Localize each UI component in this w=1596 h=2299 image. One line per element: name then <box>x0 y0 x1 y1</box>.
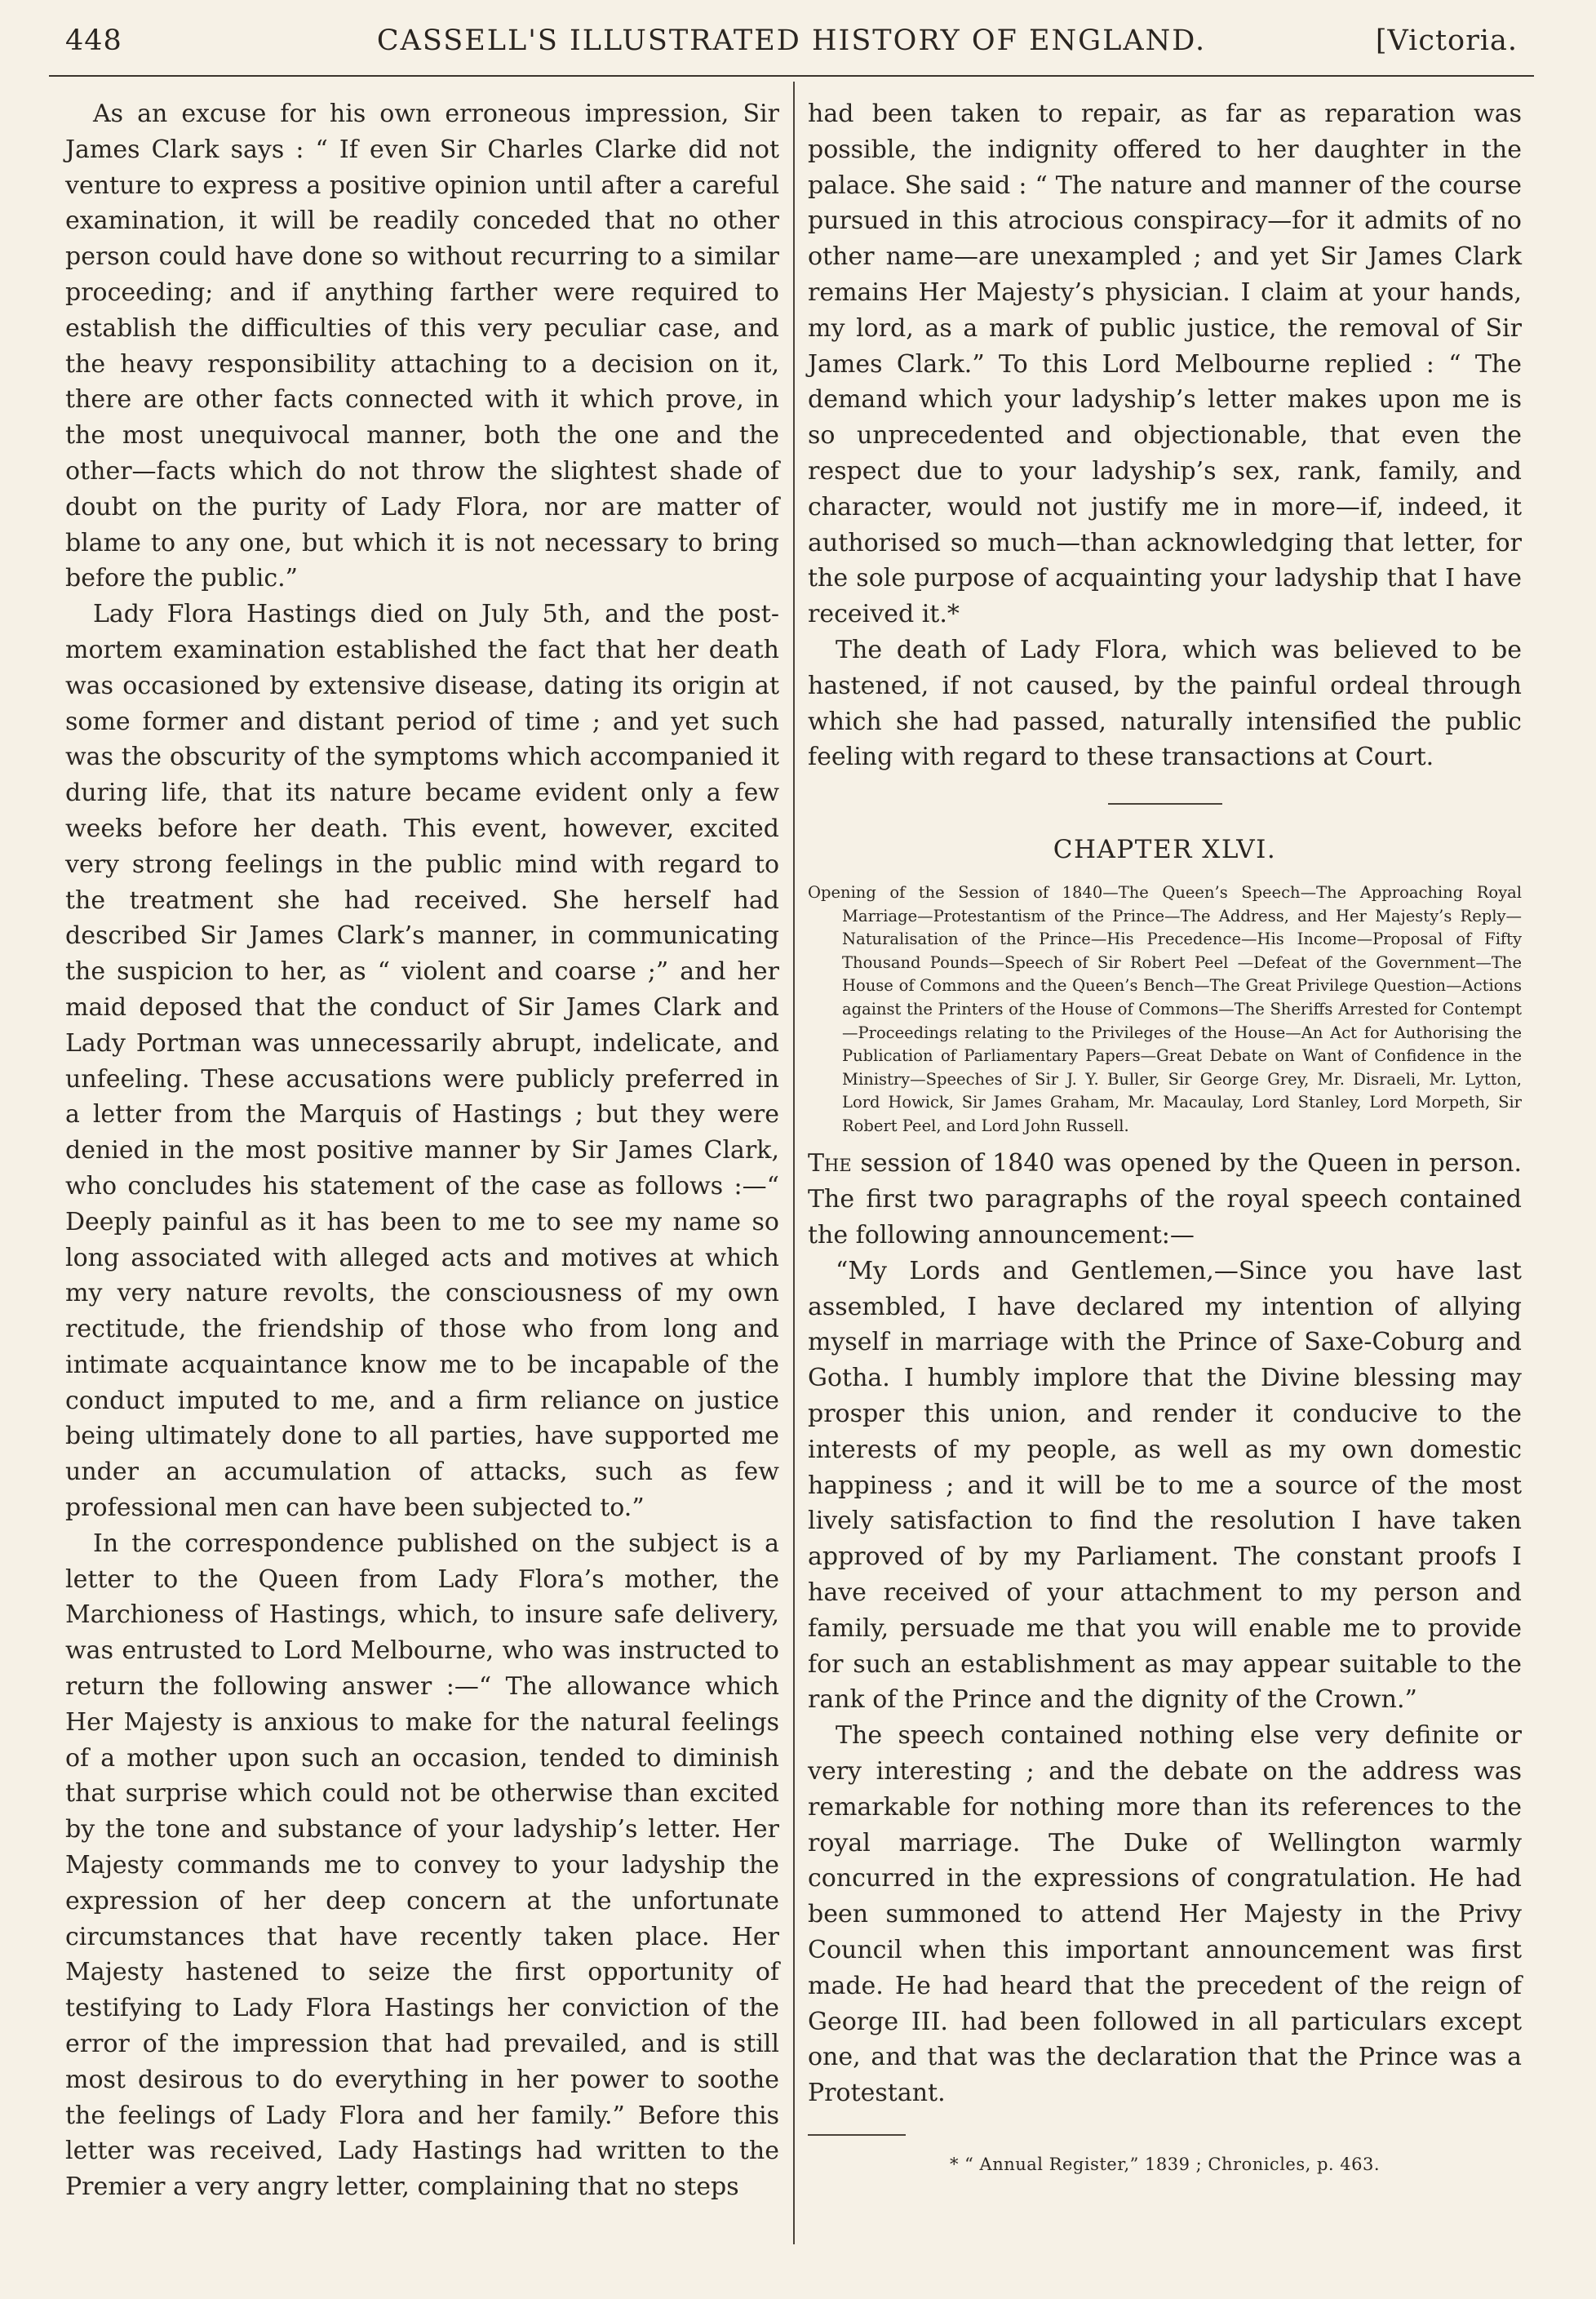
footnote-rule <box>808 2134 906 2136</box>
footnote: * “ Annual Register,” 1839 ; Chronicles, p. 463. <box>949 2154 1381 2174</box>
chapter-title: CHAPTER XLVI. <box>1053 835 1277 865</box>
paragraph: Lady Flora Hastings died on July 5th, and the post-mortem examination established the fact that her death was occasioned by extensive disease, dating its origin at some former and distant period of time ; and yet such was the obscurity of the symptoms which accompanied it during life, that its nature became evident only a few weeks before her death. This event, however, excited very strong feelings in the public mind with regard to the treatment she had received. She herself had described Sir James Clark’s manner, in communicating the suspicion to her, as “ violent and coarse ;” and her maid deposed that the conduct of Sir James Clark and Lady Portman was unnecessarily abrupt, indelicate, and unfeeling. These accusations were publicly preferred in a letter from the Marquis of Hastings ; but they were denied in the most positive manner by Sir James Clark, who concludes his statement of the case as follows :—“ Deeply painful as it has been to me to see my name so long associated with alleged acts and motives at which my very nature revolts, the consciousness of my own rectitude, the friendship of those who from long and intimate acquaintance know me to be incapable of the conduct imputed to me, and a firm reliance on justice being ultimately done to all parties, have supported me under an accumulation of attacks, such as few professional men can have been subjected to.” <box>65 600 779 1523</box>
opening-word: The <box>808 1149 852 1178</box>
column-divider <box>793 82 795 2244</box>
left-column <box>65 96 779 2205</box>
running-header <box>65 24 1518 73</box>
section-name: [Victoria. <box>1375 24 1518 57</box>
book-title: CASSELL'S ILLUSTRATED HISTORY OF ENGLAND. <box>376 24 1207 57</box>
paragraph: had been taken to repair, as far as reparation was possible, the indignity offered to her daughter in the palace. She said : “ The nature and manner of the course pursued in this atrocious conspiracy—for it admits of no other name—are unexampled ; and yet Sir James Clark remains Her Majesty’s physician. I claim at your hands, my lord, as a mark of public justice, the removal of Sir James Clark.” To this Lord Melbourne replied : “ The demand which your ladyship’s letter makes upon me is so unprecedented and objectionable, that even the respect due to your ladyship’s sex, rank, family, and character, would not justify me in more—if, indeed, it authorised so much—than acknowledging that letter, for the sole purpose of acquainting your ladyship that I have received it.* <box>808 100 1522 629</box>
header-rule <box>49 75 1534 77</box>
paragraph: The death of Lady Flora, which was believed to be hastened, if not caused, by the painful ordeal through which she had passed, naturally intensified the public feeling with regard to these transactions at Court. <box>808 635 1522 772</box>
paragraph: The speech contained nothing else very definite or very interesting ; and the debate on the address was remarkable for nothing more than its references to the royal marriage. The Duke of Wellington warmly concurred in the expressions of congratulation. He had been summoned to attend Her Majesty in the Privy Council when this important announcement was first made. He had heard that the precedent of the reign of George III. had been followed in all particulars except one, and that was the declaration that the Prince was a Protestant. <box>808 1721 1522 2108</box>
paragraph: As an excuse for his own erroneous impression, Sir James Clark says : “ If even Sir Charles Clarke did not venture to express a positive opinion until after a careful examination, it will be readily conceded that no other person could have done so without recurring to a similar proceeding; and if anything farther were required to establish the difficulties of this very peculiar case, and the heavy responsibility attaching to a decision on it, there are other facts connected with it which prove, in the most unequivocal manner, both the one and the other—facts which do not throw the slightest shade of doubt on the purity of Lady Flora, nor are matter of blame to any one, but which it is not necessary to bring before the public.” <box>65 100 779 593</box>
paragraph: In the correspondence published on the subject is a letter to the Queen from Lady Flora’s mother, the Marchioness of Hastings, which, to insure safe delivery, was entrusted to Lord Melbourne, who was instructed to return the following answer :—“ The allowance which Her Majesty is anxious to make for the natural feelings of a mother upon such an occasion, tended to diminish that surprise which could not be otherwise than excited by the tone and substance of your ladyship’s letter. Her Majesty commands me to convey to your ladyship the expression of her deep concern at the unfortunate circumstances that have recently taken place. Her Majesty hastened to seize the first opportunity of testifying to Lady Flora Hastings her conviction of the error of the impression that had prevailed, and is still most desirous to do everything in her power to soothe the feelings of Lady Flora and her family.” Before this letter was received, Lady Hastings had written to the Premier a very angry letter, complaining that no steps <box>65 1529 779 2202</box>
paragraph-text: session of 1840 was opened by the Queen in person. The first two paragraphs of the royal speech contained the following announcement:— <box>808 1149 1522 1250</box>
paragraph: “My Lords and Gentlemen,—Since you have last assembled, I have declared my intention of allying myself in marriage with the Prince of Saxe-Coburg and Gotha. I humbly implore that the Divine blessing may prosper this union, and render it conducive to the interests of my people, as well as my own domestic happiness ; and it will be to me a source of the most lively satisfaction to find the resolution I have taken approved of by my Parliament. The constant proofs I have received of your attachment to my person and family, persuade me that you will enable me to provide for such an establishment as may appear suitable to the rank of the Prince and the dignity of the Crown.” <box>808 1256 1522 1715</box>
section-divider <box>1108 803 1222 805</box>
chapter-synopsis: Opening of the Session of 1840—The Queen’s Speech—The Approaching Royal Marriage—Protestantism of the Prince—The Address, and Her Majesty’s Reply—Naturalisation of the Prince—His Precedence—His Income—Proposal of Fifty Thousand Pounds—Speech of Sir Robert Peel —Defeat of the Government—The House of Commons and the Queen’s Bench—The Great Privilege Question—Actions against the Printers of the House of Commons—The Sheriffs Arrested for Contempt—Proceedings relating to the Privileges of the House—An Act for Authorising the Publication of Parliamentary Papers—Great Debate on Want of Confidence in the Ministry—Speeches of Sir J. Y. Buller, Sir George Grey, Mr. Disraeli, Mr. Lytton, Lord Howick, Sir James Graham, Mr. Macaulay, Lord Stanley, Lord Morpeth, Sir Robert Peel, and Lord John Russell. <box>808 882 1522 1135</box>
right-column <box>808 96 1522 2183</box>
page-number: 448 <box>65 24 122 57</box>
chapter-opening-paragraph <box>808 1146 1522 1253</box>
